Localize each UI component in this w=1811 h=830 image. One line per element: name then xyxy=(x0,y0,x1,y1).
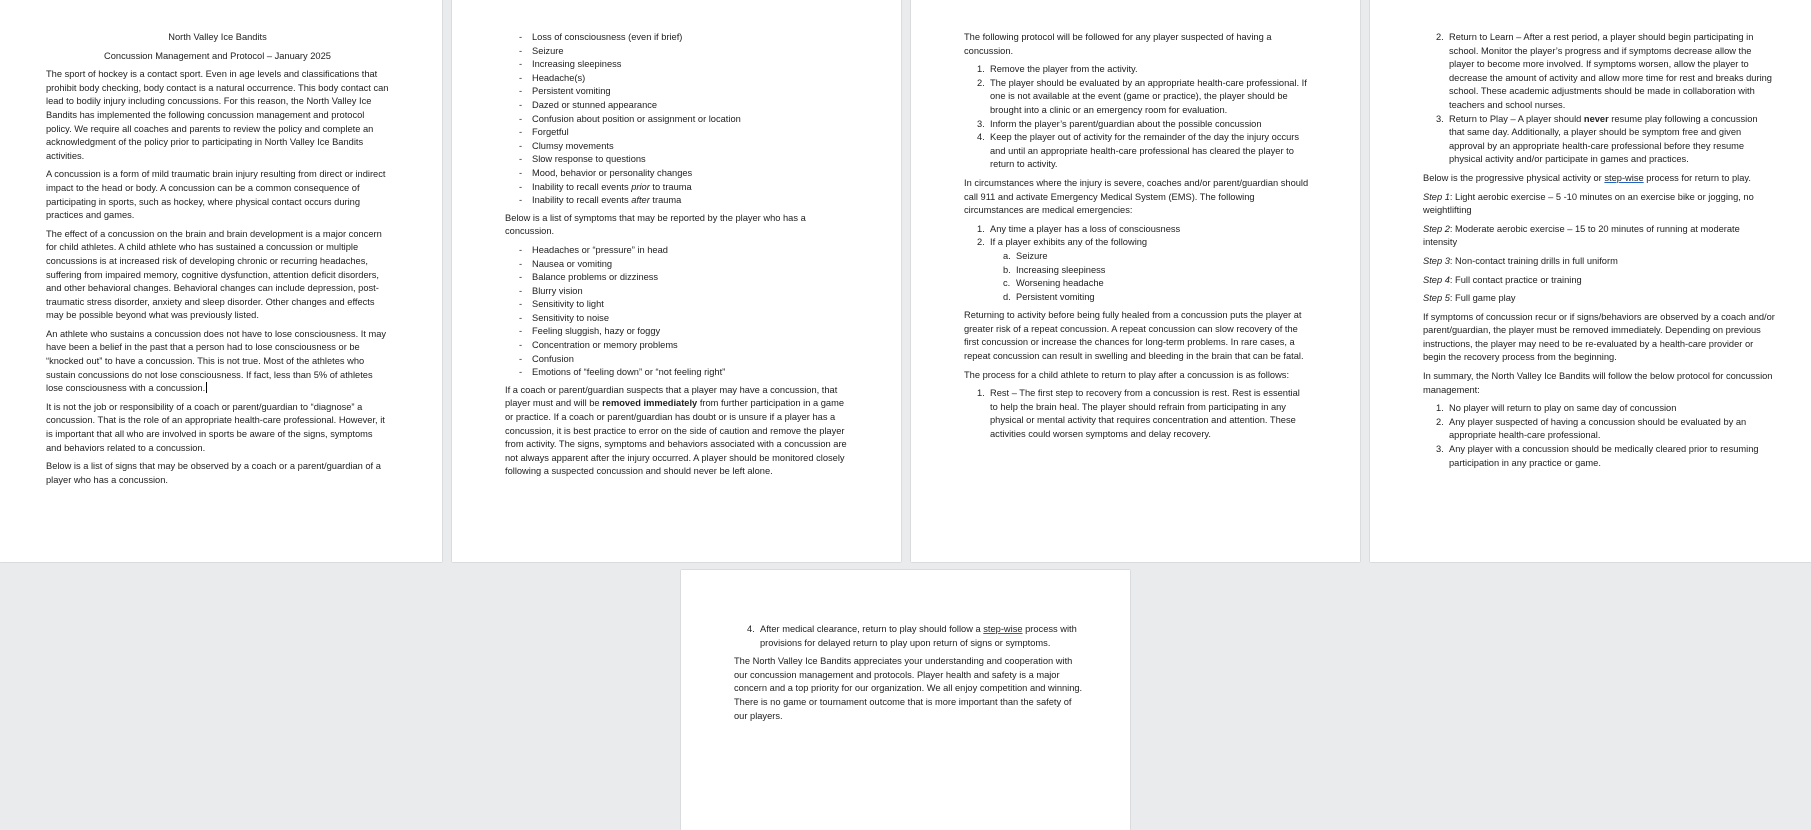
document-page-2 xyxy=(452,0,901,562)
text-cursor xyxy=(206,382,207,393)
list-item: 3. Inform the player’s parent/guardian about the possible concussion xyxy=(977,118,1262,129)
list-item: - Slow response to questions xyxy=(519,153,853,167)
document-title: North Valley Ice Bandits xyxy=(168,32,267,42)
page-4-content xyxy=(1423,31,1775,475)
list-item: - Confusion xyxy=(519,353,853,367)
list-item: 2. Any player suspected of having a concussion should be evaluated by an appropriate health-care professional. xyxy=(1436,416,1747,441)
list-item: - Headaches or “pressure” in head xyxy=(519,244,853,258)
paragraph-summary[interactable]: In summary, the North Valley Ice Bandits will follow the below protocol for concussion management: xyxy=(1423,371,1773,395)
list-item: - Inability to recall events prior to trauma xyxy=(519,181,853,195)
return-steps-list xyxy=(977,387,1310,441)
paragraph-return-process[interactable]: The process for a child athlete to return to play after a concussion is as follows: xyxy=(964,369,1290,380)
paragraph-protocol-intro[interactable]: The following protocol will be followed for any player suspected of having a concussion. xyxy=(964,32,1272,56)
list-item: b. Increasing sleepiness xyxy=(1003,264,1106,275)
list-item: - Sensitivity to light xyxy=(519,298,853,312)
signs-list xyxy=(519,31,853,208)
paragraph-consciousness[interactable]: An athlete who sustains a concussion does not have to lose consciousness. It may have been a belief in the past that a person had to lose consciousness or be “knocked out” to have a concussion. This is not true. Most of the athletes who sustain concussions do not lose consciousness. If fact, less than 5% of athletes lose consciousness with a concussion. xyxy=(46,328,387,394)
list-item: - Loss of consciousness (even if brief) xyxy=(519,31,853,45)
return-steps-list-continued xyxy=(1436,31,1775,167)
list-item: 2. The player should be evaluated by an appropriate health-care professional. If one is not available at the event (game or practice), the player should be brought into a clinic or an emergency room for evaluation. xyxy=(977,77,1307,115)
list-item: d. Persistent vomiting xyxy=(1003,291,1095,302)
list-item: 3. Any player with a concussion should be medically cleared prior to resuming participation in any practice or game. xyxy=(1436,444,1759,468)
list-item: 4. Keep the player out of activity for the remainder of the day the injury occurs and until an appropriate health-care professional has cleared the player to return to activity. xyxy=(977,132,1300,170)
list-item: - Feeling sluggish, hazy or foggy xyxy=(519,325,853,339)
step-item: Step 1: Light aerobic exercise – 5 -10 minutes on an exercise bike or jogging, no weightlifting xyxy=(1423,191,1754,216)
paragraph-closing[interactable]: The North Valley Ice Bandits appreciates your understanding and cooperation with our concussion management and protocols. Player health and safety is a major concern and a top priority for our organization. We all enjoy competition and winning. There is no game or tournament outcome that is more important than the safety of our players. xyxy=(734,656,1083,721)
page-3-content xyxy=(964,31,1310,447)
list-item: - Blurry vision xyxy=(519,285,853,299)
list-item: - Mood, behavior or personality changes xyxy=(519,167,853,181)
document-page-3 xyxy=(911,0,1360,562)
list-item: - Clumsy movements xyxy=(519,140,853,154)
paragraph-diagnosis[interactable]: It is not the job or responsibility of a coach or parent/guardian to “diagnose” a concussion. That is the role of an appropriate health-care professional. However, it is important that all who are involved in sports be aware of the signs, symptoms and behaviors related to a concussion. xyxy=(46,401,385,453)
document-page-1 xyxy=(0,0,442,562)
list-item: 4. After medical clearance, return to play should follow a step-wise process with provisions for delayed return to play upon return of signs or symptoms. xyxy=(747,624,1077,648)
emergency-sublist xyxy=(1003,250,1310,304)
paragraph-recur[interactable]: If symptoms of concussion recur or if signs/behaviors are observed by a coach and/or parent/guardian, the player must be removed immediately. Depending on previous instructions, the player may need to be re-evaluated by a health-care provider or begin the recovery process from the beginning. xyxy=(1423,311,1775,363)
paragraph-signs-intro[interactable]: Below is a list of signs that may be observed by a coach or a parent/guardian of a player who has a concussion. xyxy=(46,461,381,485)
list-item: 2. If a player exhibits any of the following a. Seizure b. Increasing sleepiness c. Worsening headache d. Persistent vomiting xyxy=(977,236,1310,304)
list-item: 3. Return to Play – A player should never resume play following a concussion that same day. Additionally, a player should be symptom free and given approval by an appropriate health-care professional before they resume physical activity and/or participate in games and practices. xyxy=(1436,113,1758,165)
list-item: 1. Rest – The first step to recovery from a concussion is rest. Rest is essential to help the brain heal. The player should refrain from participating in any physical or mental activity that requires concentration and attention. These activities could worsen symptoms and delay recovery. xyxy=(977,388,1300,440)
document-page-4 xyxy=(1370,0,1811,562)
paragraph-progressive[interactable]: Below is the progressive physical activity or step-wise process for return to play. xyxy=(1423,172,1751,183)
list-item: - Increasing sleepiness xyxy=(519,58,853,72)
list-item: a. Seizure xyxy=(1003,250,1048,261)
list-item: 1. Remove the player from the activity. xyxy=(977,64,1138,75)
summary-list xyxy=(1436,402,1775,470)
list-item: 1. Any time a player has a loss of consciousness xyxy=(977,223,1181,234)
list-item: c. Worsening headache xyxy=(1003,278,1104,289)
list-item: - Balance problems or dizziness xyxy=(519,271,853,285)
step-item: Step 3: Non-contact training drills in full uniform xyxy=(1423,255,1618,266)
page-1-content xyxy=(46,31,389,492)
list-item: - Nausea or vomiting xyxy=(519,258,853,272)
step-wise-link[interactable]: step-wise xyxy=(1604,172,1644,183)
list-item: - Confusion about position or assignment or location xyxy=(519,113,853,127)
step-item: Step 4: Full contact practice or training xyxy=(1423,274,1582,285)
step-item: Step 2: Moderate aerobic exercise – 15 to 20 minutes of running at moderate intensity xyxy=(1423,223,1740,248)
paragraph-concussion-definition[interactable]: A concussion is a form of mild traumatic brain injury resulting from direct or indirect impact to the head or body. A concussion can be a common consequence of participating in sports, such as hockey, where physical contact occurs during practices and games. xyxy=(46,169,386,221)
paragraph-removal[interactable]: If a coach or parent/guardian suspects that a player may have a concussion, that player must and will be removed immediately from further participation in a game or practice. If a coach or parent/guardian has doubt or is unsure if a player has a concussion, it is best practice to error on the side of caution and remove the player from activity. The signs, symptoms and behaviors associated with a concussion are not always apparent after the injury occurred. A player should be monitored closely following a suspected concussion and should never be left alone. xyxy=(505,384,847,477)
list-item: - Persistent vomiting xyxy=(519,85,853,99)
protocol-list xyxy=(977,63,1310,172)
summary-list-continued xyxy=(747,623,1083,650)
list-item: - Dazed or stunned appearance xyxy=(519,99,853,113)
list-item: - Forgetful xyxy=(519,126,853,140)
page-5-content xyxy=(734,623,1083,728)
list-item: - Sensitivity to noise xyxy=(519,312,853,326)
paragraph-returning-risk[interactable]: Returning to activity before being fully healed from a concussion puts the player at greater risk of a repeat concussion. A repeat concussion can slow recovery of the first concussion or increase the chances for long-term problems. In rare cases, a repeat concussion can result in swelling and bleeding in the brain that can be fatal. xyxy=(964,310,1304,362)
paragraph-brain-effects[interactable]: The effect of a concussion on the brain and brain development is a major concern for child athletes. A child athlete who has sustained a concussion or multiple concussions is at increased risk of developing chronic or recurring headaches, suffering from impaired memory, cognitive dysfunction, attention deficit disorders, and other behavioral changes. Behavioral changes can include depression, post-traumatic stress disorder, anxiety and sleep disorder. Other changes and effects may be possible beyond what was previously listed. xyxy=(46,228,382,321)
list-item: - Headache(s) xyxy=(519,72,853,86)
list-item: - Inability to recall events after trauma xyxy=(519,194,853,208)
paragraph-symptoms-intro[interactable]: Below is a list of symptoms that may be reported by the player who has a concussion. xyxy=(505,212,806,237)
paragraph-severe-injury[interactable]: In circumstances where the injury is severe, coaches and/or parent/guardian should call 911 and activate Emergency Medical System (EMS). The following circumstances are medical emergencies: xyxy=(964,177,1309,216)
list-item: 2. Return to Learn – After a rest period, a player should begin participating in school. Monitor the player’s progress and if symptoms decrease allow the player to become more involved. If symptoms worsen, allow the player to decrease the amount of activity and allow more time for rest and breaks during school. These academic adjustments should be made in collaboration with teachers and school nurses. xyxy=(1436,32,1772,110)
list-item: - Concentration or memory problems xyxy=(519,339,853,353)
emergency-list xyxy=(977,223,1310,305)
paragraph-contact-sport[interactable]: The sport of hockey is a contact sport. Even in age levels and classifications that prohibit body checking, body contact is a natural occurrence. This body contact can lead to bodily injury including concussions. For this reason, the North Valley Ice Bandits has implemented the following concussion management and protocol policy. We require all coaches and parents to review the policy and complete an acknowledgment of the policy prior to participating in North Valley Ice Bandits activities. xyxy=(46,69,389,161)
step-wise-link[interactable]: step-wise xyxy=(983,624,1023,634)
list-item: - Emotions of “feeling down” or “not feeling right” xyxy=(519,366,853,380)
page-2-content xyxy=(505,31,853,484)
symptoms-list xyxy=(519,244,853,380)
document-page-5 xyxy=(681,570,1130,830)
document-subtitle: Concussion Management and Protocol – January 2025 xyxy=(104,50,331,61)
list-item: 1. No player will return to play on same day of concussion xyxy=(1436,403,1677,414)
list-item: - Seizure xyxy=(519,45,853,59)
step-item: Step 5: Full game play xyxy=(1423,293,1516,304)
